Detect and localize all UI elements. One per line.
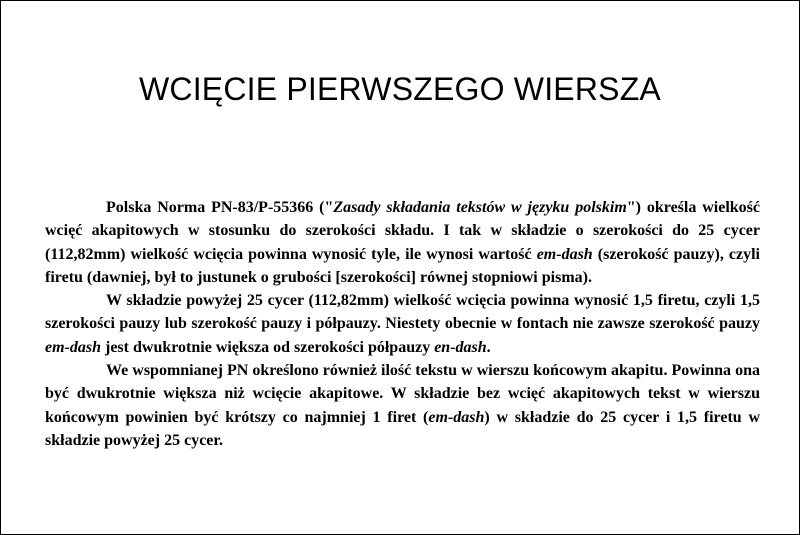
paragraph-2 bbox=[45, 289, 760, 359]
text-run: W składzie powyżej 25 cycer (112,82mm) wielkość wcięcia powinna wynosić 1,5 firetu, czyli 1,5 szerokości pauzy lub szerokość pauzy i półpauzy. Niestety obecnie w fontach nie zawsze szerokość pauzy bbox=[45, 292, 760, 333]
italic-run: Zasady składania tekstów w języku polskim bbox=[333, 199, 627, 216]
text-run: (szerokość pauzy), czyli firetu (dawniej, był to justunek o grubości [szerokości] równej stopniowi pisma). bbox=[45, 245, 760, 286]
body-text bbox=[45, 196, 760, 452]
text-run: ) w składzie do 25 cycer i 1,5 firetu w składzie powyżej 25 cycer. bbox=[45, 408, 760, 449]
italic-run: em-dash bbox=[428, 408, 485, 426]
text-run: ") określa wielkość wcięć akapitowych w stosunku do szerokości składu. I tak w składzie o szerokości do 25 cycer (112,82mm) wielkość wcięcia powinna wynosić tyle, ile wynosi wartość bbox=[45, 199, 761, 263]
text-run: . bbox=[486, 338, 491, 356]
paragraph-1 bbox=[45, 196, 760, 289]
text-run: We wspomnianej PN określono również ilość tekstu w wierszu końcowym akapitu. Powinna ona być dwukrotnie większa niż wcięcie akapitowe. W składzie bez wcięć akapitowych tekst w wierszu końcowym powinien być krótszy co najmniej 1 firet ( bbox=[45, 362, 760, 426]
paragraph-3 bbox=[45, 359, 760, 452]
text-run: jest dwukrotnie większa od szerokości półpauzy bbox=[101, 338, 435, 356]
italic-run: en-dash bbox=[434, 338, 487, 356]
text-run: Polska Norma PN-83/P-55366 (" bbox=[106, 199, 334, 216]
italic-run: em-dash bbox=[536, 245, 593, 263]
page-title: WCIĘCIE PIERWSZEGO WIERSZA bbox=[139, 71, 661, 107]
italic-run: em-dash bbox=[45, 338, 101, 356]
